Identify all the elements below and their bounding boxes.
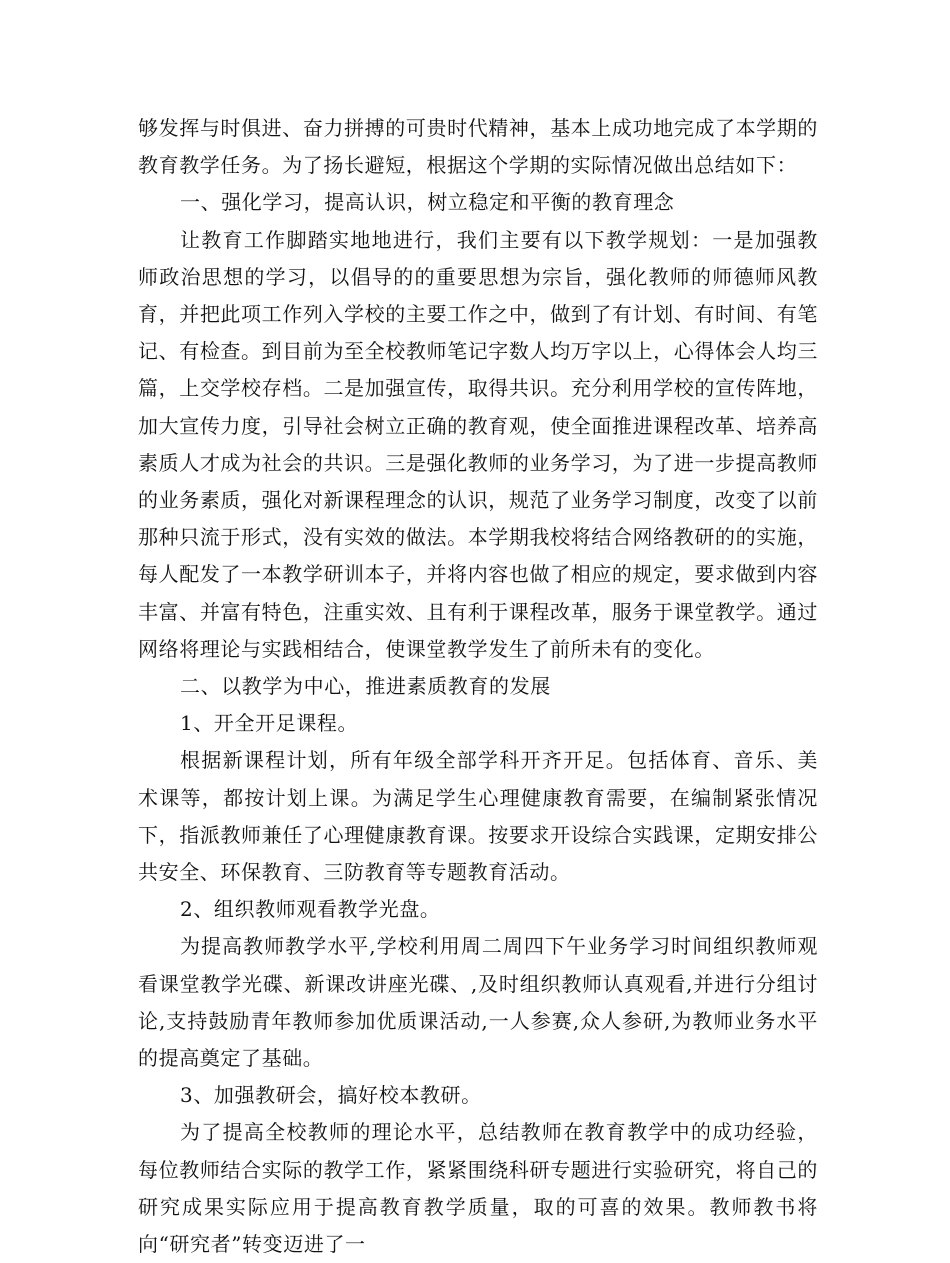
subheading-3: 3、加强教研会，搞好校本教研。 (180, 1083, 482, 1108)
section-heading-1: 一、强化学习，提高认识，树立稳定和平衡的教育理念 (180, 190, 675, 215)
paragraph-curriculum: 根据新课程计划，所有年级全部学科开齐开足。包括体育、音乐、美术课等，都按计划上课。为满足学生心理健康教育需要，在编制紧张情况下，指派教师兼任了心理健康教育课。按要求开设综合实践课，定期安排公共安全、环保教育、三防教育等专题教育活动。 (138, 748, 818, 885)
paragraph-research: 为了提高全校教师的理论水平，总结教师在教育教学中的成功经验，每位教师结合实际的教学工作，紧紧围绕科研专题进行实验研究，将自己的研究成果实际应用于提高教育教学质量，取的可喜的效果。教师教书将向“研究者”转变迈进了一 (138, 1120, 818, 1257)
section-heading-2: 二、以教学为中心，推进素质教育的发展 (180, 674, 551, 699)
paragraph-learning-plan: 让教育工作脚踏实地地进行，我们主要有以下教学规划：一是加强教师政治思想的学习，以倡导的的重要思想为宗旨，强化教师的师德师风教育，并把此项工作列入学校的主要工作之中，做到了有计划、有时间、有笔记、有检查。到目前为至全校教师笔记字数人均万字以上，心得体会人均三篇，上交学校存档。二是加强宣传，取得共识。充分利用学校的宣传阵地，加大宣传力度，引导社会树立正确的教育观，使全面推进课程改革、培养高素质人才成为社会的共识。三是强化教师的业务学习，为了进一步提高教师的业务素质，强化对新课程理念的认识，规范了业务学习制度，改变了以前那种只流于形式，没有实效的做法。本学期我校将结合网络教研的的实施，每人配发了一本教学研训本子，并将内容也做了相应的规定，要求做到内容丰富、并富有特色，注重实效、且有利于课程改革，服务于课堂教学。通过网络将理论与实践相结合，使课堂教学发生了前所未有的变化。 (138, 227, 818, 661)
document-body (138, 110, 818, 1263)
paragraph-teaching-discs: 为提高教师教学水平,学校利用周二周四下午业务学习时间组织教师观看课堂教学光碟、新课改讲座光碟、,及时组织教师认真观看,并进行分组讨论,支持鼓励青年教师参加优质课活动,一人参赛,众人参研,为教师业务水平的提高奠定了基础。 (138, 934, 818, 1071)
subheading-1: 1、开全开足课程。 (180, 711, 359, 736)
paragraph-continuation: 够发挥与时俱进、奋力拼搏的可贵时代精神，基本上成功地完成了本学期的教育教学任务。为了扬长避短，根据这个学期的实际情况做出总结如下： (138, 116, 818, 178)
subheading-2: 2、组织教师观看教学光盘。 (180, 897, 441, 922)
